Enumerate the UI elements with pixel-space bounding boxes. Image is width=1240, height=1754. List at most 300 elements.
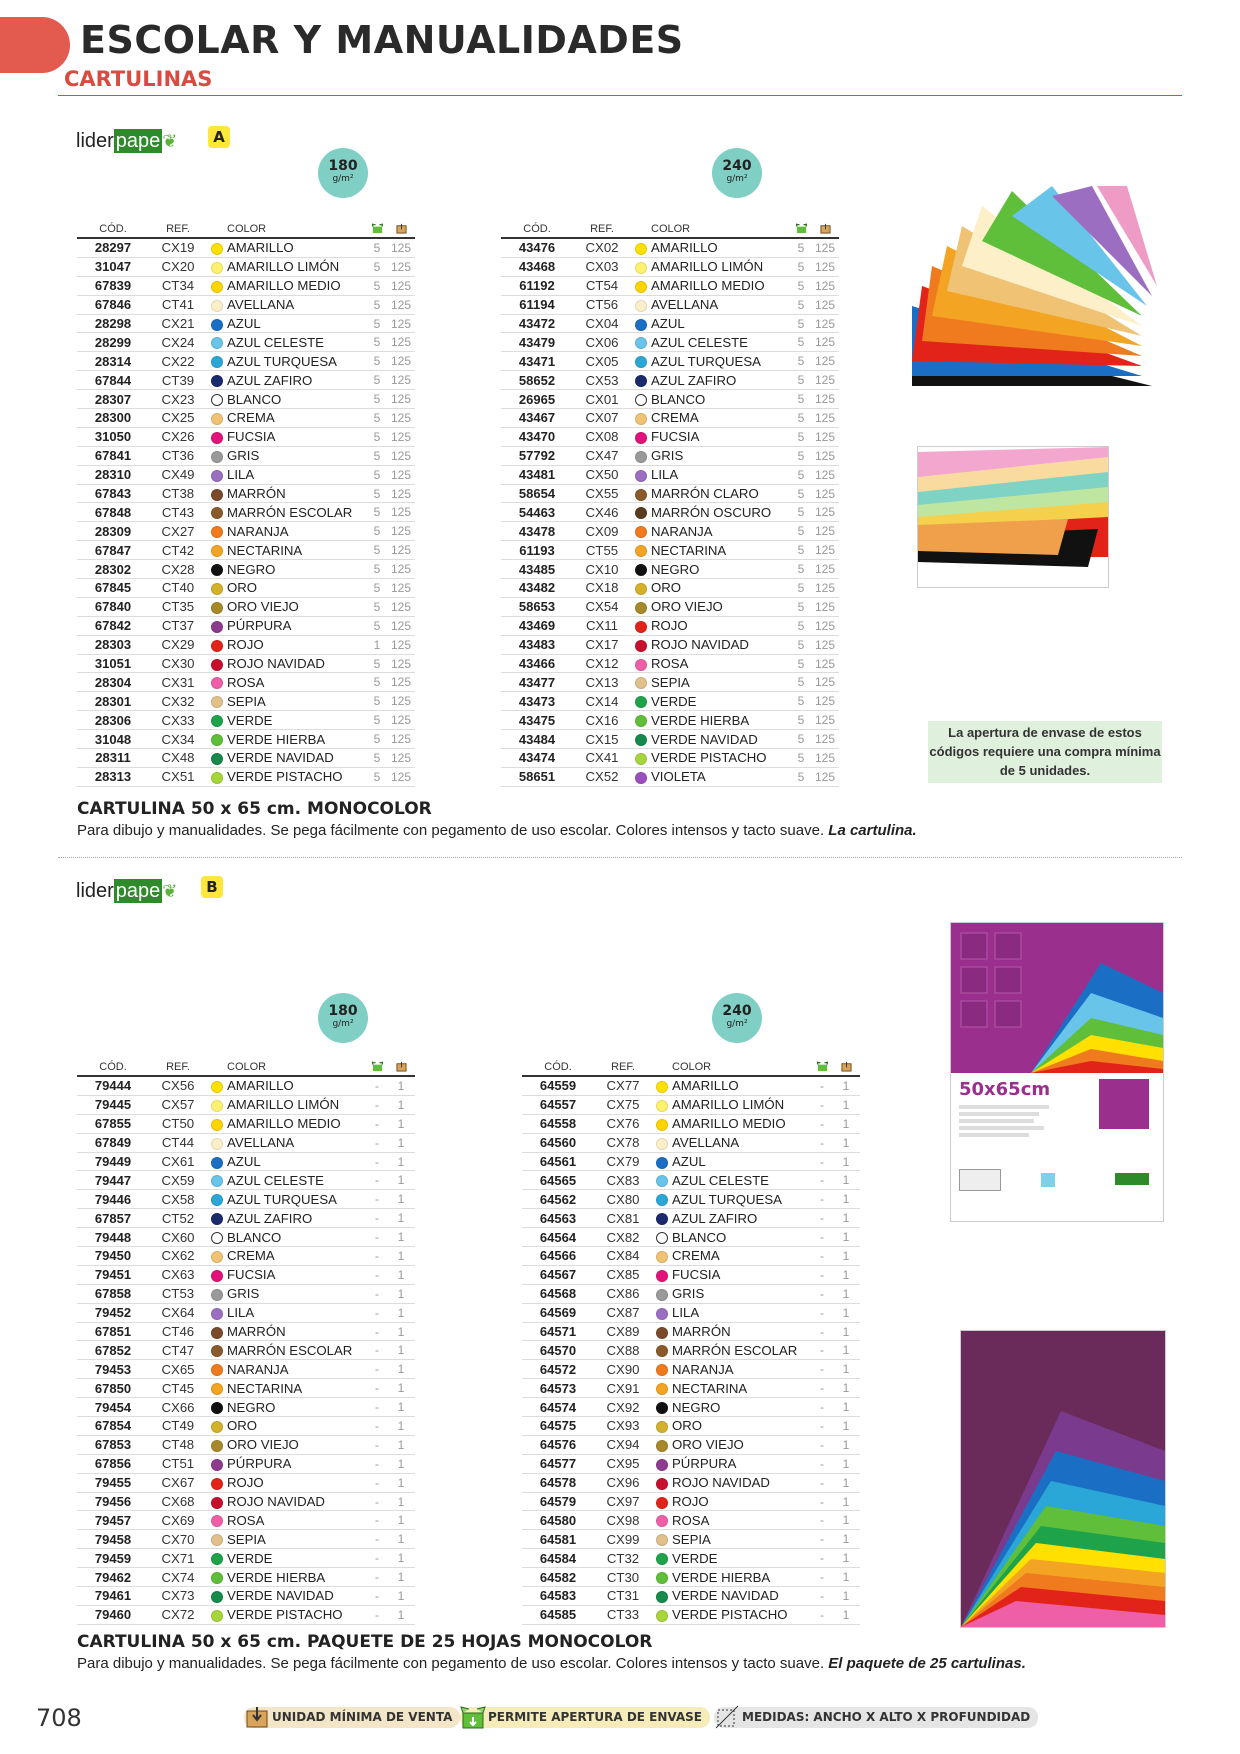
color-name: ROJO	[227, 1473, 367, 1492]
product-code: 58653	[501, 597, 573, 616]
min-unit-qty: 1	[832, 1171, 860, 1190]
min-unit-qty: 1	[387, 1114, 415, 1133]
color-dot	[656, 1497, 668, 1509]
color-dot	[656, 1440, 668, 1452]
open-pack-qty: -	[367, 1171, 387, 1190]
color-swatch	[631, 635, 651, 654]
table-row	[501, 257, 839, 276]
table-row	[77, 1435, 415, 1454]
col-dot-header	[631, 220, 651, 238]
section-b-badge: B	[201, 876, 223, 898]
product-ref: CX24	[149, 333, 207, 352]
min-unit-qty: 1	[387, 1511, 415, 1530]
open-pack-qty: 5	[791, 484, 811, 503]
color-swatch	[631, 579, 651, 598]
brand-logo: lider pape ❦	[76, 130, 178, 152]
product-table-a-180	[77, 220, 415, 787]
color-swatch	[207, 314, 227, 333]
color-swatch	[207, 1587, 227, 1606]
min-unit-qty: 1	[387, 1587, 415, 1606]
color-dot	[211, 715, 223, 727]
product-code: 43471	[501, 352, 573, 371]
product-ref: CX48	[149, 749, 207, 768]
product-ref: CX82	[594, 1228, 652, 1247]
color-dot	[635, 734, 647, 746]
color-swatch	[207, 1568, 227, 1587]
table-row	[77, 1398, 415, 1417]
color-name: BLANCO	[651, 390, 791, 409]
open-pack-qty: 5	[791, 295, 811, 314]
color-dot	[211, 337, 223, 349]
color-swatch	[207, 1114, 227, 1133]
min-unit-qty: 1	[832, 1228, 860, 1247]
min-unit-qty: 125	[811, 503, 839, 522]
color-swatch	[652, 1095, 672, 1114]
open-pack-qty: -	[812, 1379, 832, 1398]
open-pack-qty: 5	[791, 465, 811, 484]
min-unit-qty: 1	[387, 1379, 415, 1398]
table-row	[77, 1247, 415, 1266]
color-name: AZUL ZAFIRO	[651, 371, 791, 390]
color-swatch	[652, 1435, 672, 1454]
open-pack-qty: -	[812, 1095, 832, 1114]
color-name: AMARILLO LIMÓN	[227, 1095, 367, 1114]
product-code: 64571	[522, 1322, 594, 1341]
table-row	[77, 276, 415, 295]
product-code: 43482	[501, 579, 573, 598]
color-dot	[211, 1497, 223, 1509]
product-code: 64562	[522, 1190, 594, 1209]
leaf-icon: ❦	[162, 881, 178, 901]
product-ref: CX69	[149, 1511, 207, 1530]
open-pack-qty: -	[812, 1549, 832, 1568]
col-cod-header: CÓD.	[77, 220, 149, 238]
product-ref: CX57	[149, 1095, 207, 1114]
color-dot	[211, 1308, 223, 1320]
min-unit-qty: 125	[387, 295, 415, 314]
color-dot	[635, 300, 647, 312]
product-ref: CX20	[149, 257, 207, 276]
product-ref: CX96	[594, 1473, 652, 1492]
table-row	[522, 1133, 860, 1152]
product-code: 43481	[501, 465, 573, 484]
color-dot	[656, 1383, 668, 1395]
open-pack-qty: -	[367, 1473, 387, 1492]
color-dot	[211, 1459, 223, 1471]
min-unit-qty: 1	[387, 1492, 415, 1511]
color-dot	[211, 696, 223, 708]
product-code: 79447	[77, 1171, 149, 1190]
product-code: 67849	[77, 1133, 149, 1152]
min-unit-qty: 1	[387, 1454, 415, 1473]
color-dot	[635, 583, 647, 595]
product-ref: CT38	[149, 484, 207, 503]
product-ref: CT45	[149, 1379, 207, 1398]
grams-badge-180-b: 180 g/m²	[318, 993, 368, 1043]
open-pack-qty: -	[367, 1303, 387, 1322]
product-code: 79454	[77, 1398, 149, 1417]
min-unit-qty: 1	[832, 1322, 860, 1341]
min-unit-qty: 1	[832, 1605, 860, 1624]
color-name: NECTARINA	[227, 541, 367, 560]
color-dot	[211, 1610, 223, 1622]
col-color-header: COLOR	[651, 220, 791, 238]
table-row	[77, 333, 415, 352]
min-unit-qty: 1	[387, 1473, 415, 1492]
product-ref: CX17	[573, 635, 631, 654]
min-unit-qty: 125	[387, 711, 415, 730]
color-name: AZUL TURQUESA	[227, 352, 367, 371]
color-name: AZUL TURQUESA	[672, 1190, 812, 1209]
color-swatch	[652, 1492, 672, 1511]
color-dot	[211, 319, 223, 331]
product-ref: CX66	[149, 1398, 207, 1417]
color-swatch	[207, 1076, 227, 1095]
color-name: ORO VIEJO	[227, 1435, 367, 1454]
min-unit-qty: 1	[832, 1284, 860, 1303]
open-pack-qty: 5	[367, 541, 387, 560]
color-name: AMARILLO LIMÓN	[227, 257, 367, 276]
open-pack-qty: -	[367, 1568, 387, 1587]
color-name: NECTARINA	[672, 1379, 812, 1398]
min-unit-qty: 125	[811, 409, 839, 428]
color-dot	[635, 507, 647, 519]
min-unit-qty: 1	[832, 1114, 860, 1133]
color-swatch	[207, 1360, 227, 1379]
box-icon	[244, 1703, 270, 1731]
min-unit-qty: 125	[811, 635, 839, 654]
product-code: 79455	[77, 1473, 149, 1492]
color-swatch	[631, 522, 651, 541]
min-unit-qty: 125	[811, 673, 839, 692]
min-unit-qty: 125	[387, 560, 415, 579]
color-name: AVELLANA	[651, 295, 791, 314]
table-row	[77, 616, 415, 635]
color-swatch	[652, 1171, 672, 1190]
color-swatch	[652, 1265, 672, 1284]
color-dot	[211, 1327, 223, 1339]
open-pack-qty: -	[812, 1435, 832, 1454]
color-swatch	[652, 1303, 672, 1322]
color-swatch	[652, 1398, 672, 1417]
color-dot	[656, 1345, 668, 1357]
product-ref: CX13	[573, 673, 631, 692]
min-unit-qty: 125	[811, 276, 839, 295]
product-ref: CX55	[573, 484, 631, 503]
color-dot	[635, 564, 647, 576]
product-ref: CX16	[573, 711, 631, 730]
color-name: AZUL CELESTE	[227, 1171, 367, 1190]
col-color-header: COLOR	[227, 220, 367, 238]
color-swatch	[207, 371, 227, 390]
color-name: AZUL	[672, 1152, 812, 1171]
product-ref: CT42	[149, 541, 207, 560]
color-dot	[211, 281, 223, 293]
min-unit-qty: 125	[387, 238, 415, 257]
open-pack-qty: 5	[791, 711, 811, 730]
table-row	[77, 749, 415, 768]
color-swatch	[207, 1171, 227, 1190]
color-dot	[211, 507, 223, 519]
box-icon	[832, 1058, 860, 1076]
product-code: 64572	[522, 1360, 594, 1379]
min-unit-qty: 1	[832, 1341, 860, 1360]
table-row	[77, 1303, 415, 1322]
color-dot	[211, 1138, 223, 1150]
product-code: 31050	[77, 427, 149, 446]
product-table-a-240	[501, 220, 839, 787]
color-dot	[635, 659, 647, 671]
color-swatch	[652, 1587, 672, 1606]
table-row	[77, 1341, 415, 1360]
color-swatch	[652, 1511, 672, 1530]
color-swatch	[207, 654, 227, 673]
min-unit-qty: 1	[832, 1398, 860, 1417]
open-pack-qty: 5	[791, 257, 811, 276]
open-pack-qty: -	[812, 1133, 832, 1152]
open-pack-qty: -	[812, 1530, 832, 1549]
product-ref: CT51	[149, 1454, 207, 1473]
product-ref: CX70	[149, 1530, 207, 1549]
product-code: 43468	[501, 257, 573, 276]
min-unit-qty: 125	[387, 616, 415, 635]
product-code: 67851	[77, 1322, 149, 1341]
product-code: 43474	[501, 749, 573, 768]
product-ref: CT36	[149, 446, 207, 465]
open-pack-qty: -	[367, 1417, 387, 1436]
min-unit-qty: 125	[387, 541, 415, 560]
product-code: 64561	[522, 1152, 594, 1171]
color-name: CREMA	[651, 409, 791, 428]
product-code: 26965	[501, 390, 573, 409]
min-unit-qty: 125	[387, 635, 415, 654]
table-row	[522, 1435, 860, 1454]
pack-product-image: 50x65cm	[950, 922, 1164, 1222]
color-dot	[211, 356, 223, 368]
open-pack-qty: 5	[367, 767, 387, 786]
color-name: NEGRO	[672, 1398, 812, 1417]
product-ref: CT41	[149, 295, 207, 314]
color-dot	[211, 375, 223, 387]
color-swatch	[207, 1492, 227, 1511]
color-dot	[635, 772, 647, 784]
min-unit-qty: 125	[387, 465, 415, 484]
color-dot	[656, 1270, 668, 1282]
product-code: 58654	[501, 484, 573, 503]
color-name: ROSA	[227, 1511, 367, 1530]
open-pack-qty: -	[812, 1341, 832, 1360]
color-dot	[656, 1421, 668, 1433]
open-pack-qty: 5	[367, 465, 387, 484]
color-name: ORO VIEJO	[672, 1435, 812, 1454]
open-pack-qty: 5	[367, 427, 387, 446]
color-dot	[211, 545, 223, 557]
table-row	[522, 1454, 860, 1473]
table-row	[501, 579, 839, 598]
color-dot	[656, 1213, 668, 1225]
min-unit-qty: 125	[811, 711, 839, 730]
product-code: 43470	[501, 427, 573, 446]
legend-dimensions: MEDIDAS: ANCHO X ALTO X PROFUNDIDAD	[714, 1707, 1038, 1728]
product-ref: CT54	[573, 276, 631, 295]
open-pack-qty: -	[812, 1322, 832, 1341]
color-swatch	[207, 1454, 227, 1473]
table-row	[77, 1549, 415, 1568]
table-row	[77, 427, 415, 446]
min-unit-qty: 125	[811, 597, 839, 616]
color-name: MARRÓN ESCOLAR	[227, 1341, 367, 1360]
open-pack-qty: -	[367, 1492, 387, 1511]
table-row	[77, 1568, 415, 1587]
color-swatch	[652, 1190, 672, 1209]
product-code: 43484	[501, 730, 573, 749]
color-dot	[211, 1232, 223, 1244]
open-pack-qty: -	[812, 1417, 832, 1436]
product-code: 54463	[501, 503, 573, 522]
min-unit-qty: 1	[832, 1360, 860, 1379]
product-ref: CX91	[594, 1379, 652, 1398]
product-code: 28297	[77, 238, 149, 257]
color-swatch	[652, 1322, 672, 1341]
product-ref: CX80	[594, 1190, 652, 1209]
color-name: ROJO NAVIDAD	[227, 654, 367, 673]
color-swatch	[207, 238, 227, 257]
color-swatch	[207, 635, 227, 654]
color-swatch	[207, 1549, 227, 1568]
col-cod-header: CÓD.	[522, 1058, 594, 1076]
min-unit-qty: 125	[387, 257, 415, 276]
table-row	[501, 446, 839, 465]
product-code: 67841	[77, 446, 149, 465]
table-header	[77, 220, 415, 238]
color-name: GRIS	[672, 1284, 812, 1303]
open-pack-qty: -	[367, 1209, 387, 1228]
open-pack-qty: 5	[791, 352, 811, 371]
color-dot	[211, 1440, 223, 1452]
color-swatch	[207, 333, 227, 352]
section-a-badge: A	[208, 126, 230, 148]
open-pack-qty: 5	[367, 446, 387, 465]
table-row	[77, 1473, 415, 1492]
pack-fan-image	[960, 1330, 1166, 1628]
product-code: 64565	[522, 1171, 594, 1190]
open-pack-qty: -	[812, 1605, 832, 1624]
color-dot	[656, 1081, 668, 1093]
product-ref: CX47	[573, 446, 631, 465]
product-code: 79448	[77, 1228, 149, 1247]
open-pack-qty: 5	[367, 560, 387, 579]
color-dot	[211, 640, 223, 652]
color-dot	[211, 1534, 223, 1546]
table-row	[77, 730, 415, 749]
product-code: 79458	[77, 1530, 149, 1549]
color-swatch	[207, 409, 227, 428]
open-pack-qty: -	[812, 1076, 832, 1095]
open-pack-qty: 5	[367, 749, 387, 768]
product-ref: CT49	[149, 1417, 207, 1436]
product-ref: CT31	[594, 1587, 652, 1606]
min-unit-qty: 1	[832, 1417, 860, 1436]
min-unit-qty: 125	[387, 597, 415, 616]
product-ref: CX18	[573, 579, 631, 598]
color-name: ROJO NAVIDAD	[672, 1473, 812, 1492]
color-name: AZUL CELESTE	[227, 333, 367, 352]
color-swatch	[631, 503, 651, 522]
table-row	[522, 1473, 860, 1492]
table-row	[501, 409, 839, 428]
color-swatch	[207, 427, 227, 446]
table-row	[77, 1322, 415, 1341]
table-row	[77, 1076, 415, 1095]
product-code: 43476	[501, 238, 573, 257]
color-name: FUCSIA	[672, 1265, 812, 1284]
product-code: 28300	[77, 409, 149, 428]
product-ref: CT40	[149, 579, 207, 598]
min-unit-qty: 125	[387, 276, 415, 295]
min-unit-qty: 125	[811, 749, 839, 768]
min-unit-qty: 1	[387, 1171, 415, 1190]
min-unit-qty: 1	[387, 1417, 415, 1436]
color-dot	[656, 1534, 668, 1546]
product-code: 64579	[522, 1492, 594, 1511]
header-rule	[58, 95, 1182, 96]
open-pack-qty: 5	[791, 522, 811, 541]
color-name: MARRÓN	[227, 1322, 367, 1341]
product-ref: CX64	[149, 1303, 207, 1322]
table-row	[522, 1341, 860, 1360]
min-unit-qty: 125	[811, 484, 839, 503]
table-row	[501, 654, 839, 673]
color-swatch	[207, 1228, 227, 1247]
open-pack-qty: 5	[367, 503, 387, 522]
color-name: AVELLANA	[672, 1133, 812, 1152]
product-code: 79451	[77, 1265, 149, 1284]
product-ref: CT35	[149, 597, 207, 616]
product-code: 64573	[522, 1379, 594, 1398]
color-name: VERDE HIERBA	[651, 711, 791, 730]
color-dot	[211, 602, 223, 614]
color-name: AMARILLO	[227, 238, 367, 257]
product-ref: CX90	[594, 1360, 652, 1379]
table-row	[501, 295, 839, 314]
color-dot	[211, 1364, 223, 1376]
color-name: ORO	[651, 579, 791, 598]
color-swatch	[207, 1247, 227, 1266]
cardstock-stack-image	[917, 446, 1109, 588]
min-unit-qty: 125	[387, 654, 415, 673]
table-row	[77, 446, 415, 465]
color-dot	[211, 621, 223, 633]
col-dot-header	[207, 220, 227, 238]
table-row	[501, 635, 839, 654]
product-ref: CX62	[149, 1247, 207, 1266]
product-code: 79450	[77, 1247, 149, 1266]
color-swatch	[631, 767, 651, 786]
color-name: CREMA	[227, 1247, 367, 1266]
color-name: AZUL CELESTE	[672, 1171, 812, 1190]
product-code: 79462	[77, 1568, 149, 1587]
color-dot	[656, 1553, 668, 1565]
min-unit-qty: 125	[811, 371, 839, 390]
product-ref: CX73	[149, 1587, 207, 1606]
product-ref: CX99	[594, 1530, 652, 1549]
color-name: ROJO	[651, 616, 791, 635]
color-name: VERDE NAVIDAD	[672, 1587, 812, 1606]
open-pack-qty: 5	[367, 579, 387, 598]
table-row	[522, 1549, 860, 1568]
product-ref: CX86	[594, 1284, 652, 1303]
color-dot	[211, 1345, 223, 1357]
